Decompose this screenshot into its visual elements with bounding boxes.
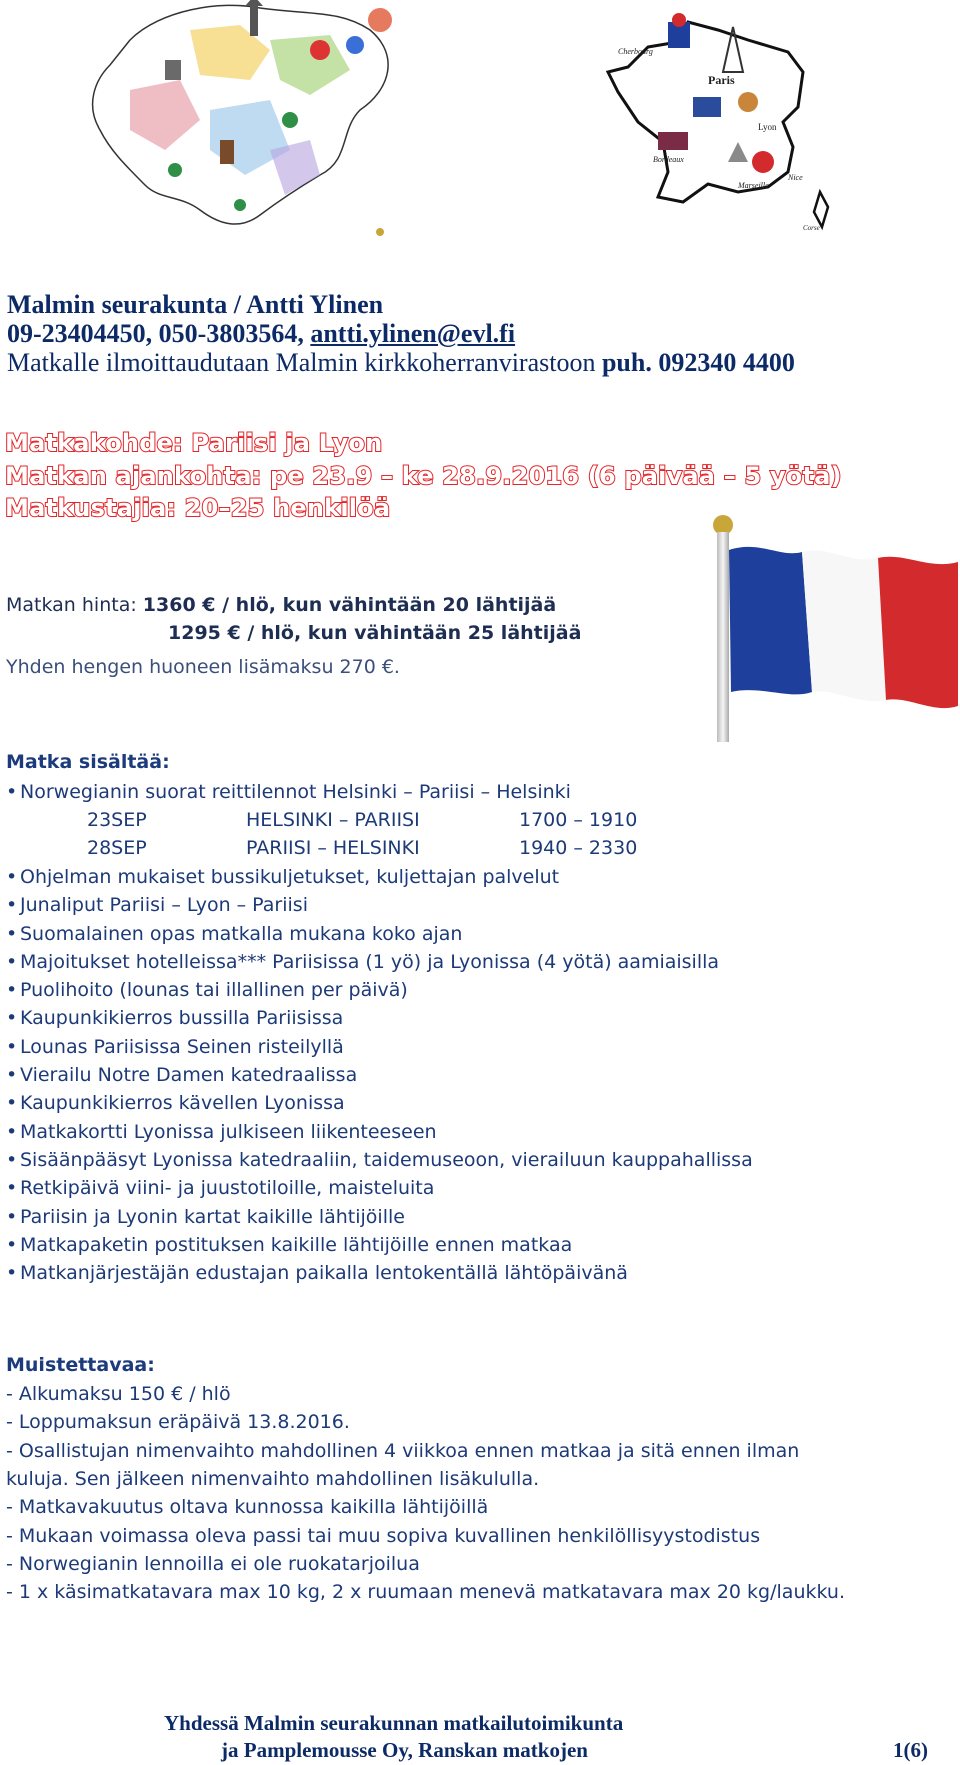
remember-item: - Norwegianin lennoilla ei ole ruokatarjoilua <box>6 1553 420 1575</box>
list-item: • Retkipäivä viini- ja juustotiloille, maisteluita <box>6 1174 956 1202</box>
list-item: • Sisäänpääsyt Lyonissa katedraaliin, taidemuseoon, vierailuun kauppahallissa <box>6 1146 956 1174</box>
registration-line <box>7 348 957 377</box>
map-label-corse: Corse <box>803 224 820 232</box>
price-line-1 <box>6 593 556 617</box>
flight-1-route: HELSINKI – PARIISI <box>246 809 420 831</box>
french-flag-image <box>700 510 960 742</box>
list-item: • Matkanjärjestäjän edustajan paikalla lentokentällä lähtöpäivänä <box>6 1259 956 1287</box>
contact-organization: Malmin seurakunta / Antti Ylinen <box>7 290 384 319</box>
includes-title: Matka sisältää: <box>6 751 170 773</box>
includes-list <box>6 778 956 806</box>
list-item: • Suomalainen opas matkalla mukana koko ajan <box>6 920 956 948</box>
list-item: • Junaliput Pariisi – Lyon – Pariisi <box>6 891 956 919</box>
price-label: Matkan hinta: <box>6 594 143 616</box>
map-label-cherbourg: Cherbourg <box>618 47 653 56</box>
remember-item: - Osallistujan nimenvaihto mahdollinen 4 viikkoa ennen matkaa ja sitä ennen ilman <box>6 1440 800 1462</box>
remember-item: - Mukaan voimassa oleva passi tai muu sopiva kuvallinen henkilöllisyystodistus <box>6 1525 761 1547</box>
flight-2-date: 28SEP <box>87 837 147 859</box>
remember-title: Muistettavaa: <box>6 1354 155 1376</box>
illustrated-map-france <box>598 12 838 234</box>
price-25: 1295 € / hlö, kun vähintään 25 lähtijää <box>168 622 582 644</box>
remember-item: - Matkavakuutus oltava kunnossa kaikilla lähtijöillä <box>6 1496 489 1518</box>
list-item: • Vierailu Notre Damen katedraalissa <box>6 1061 956 1089</box>
list-item: • Norwegianin suorat reittilennot Helsinki – Pariisi – Helsinki <box>6 778 956 806</box>
contact-phones-email <box>7 319 957 348</box>
remember-item: - Alkumaksu 150 € / hlö <box>6 1383 231 1405</box>
illustrated-map-finland <box>70 0 410 240</box>
map-label-bordeaux: Bordeaux <box>653 155 684 164</box>
list-item: • Matkakortti Lyonissa julkiseen liikenteeseen <box>6 1118 956 1146</box>
flight-1-time: 1700 – 1910 <box>519 809 638 831</box>
page-number: 1(6) <box>893 1738 928 1762</box>
remember-item: - Loppumaksun eräpäivä 13.8.2016. <box>6 1411 350 1433</box>
flight-2-route: PARIISI – HELSINKI <box>246 837 420 859</box>
single-room-supplement: Yhden hengen huoneen lisämaksu 270 €. <box>6 656 400 678</box>
footer-line-2: ja Pamplemousse Oy, Ranskan matkojen <box>221 1738 588 1762</box>
email-link[interactable]: antti.ylinen@evl.fi <box>310 319 516 348</box>
remember-item: kuluja. Sen jälkeen nimenvaihto mahdollinen lisäkululla. <box>6 1468 540 1490</box>
map-label-marseille: Marseille <box>738 181 769 190</box>
list-item: • Puolihoito (lounas tai illallinen per päivä) <box>6 976 956 1004</box>
map-label-paris: Paris <box>708 73 735 87</box>
contact-phones: 09-23404450, 050-3803564, <box>7 319 311 348</box>
map-label-nice: Nice <box>788 173 803 182</box>
price-20: 1360 € / hlö, kun vähintään 20 lähtijää <box>142 594 557 616</box>
trip-travellers-heading: Matkustajia: 20–25 henkilöä <box>5 494 391 522</box>
flight-2-time: 1940 – 2330 <box>519 837 638 859</box>
remember-item: - 1 x käsimatkatavara max 10 kg, 2 x ruumaan menevä matkatavara max 20 kg/laukku. <box>6 1581 845 1603</box>
registration-phone: puh. 092340 4400 <box>601 348 795 377</box>
list-item: • Ohjelman mukaiset bussikuljetukset, kuljettajan palvelut <box>6 863 956 891</box>
includes-items <box>6 863 956 1287</box>
list-item: • Kaupunkikierros kävellen Lyonissa <box>6 1089 956 1117</box>
trip-destination-heading: Matkakohde: Pariisi ja Lyon <box>5 429 383 457</box>
list-item: • Pariisin ja Lyonin kartat kaikille lähtijöille <box>6 1203 956 1231</box>
list-item: • Lounas Pariisissa Seinen risteilyllä <box>6 1033 956 1061</box>
trip-dates-heading: Matkan ajankohta: pe 23.9 – ke 28.9.2016 (6 päivää – 5 yötä) <box>5 462 842 490</box>
list-item: • Majoitukset hotelleissa*** Pariisissa (1 yö) ja Lyonissa (4 yötä) aamiaisilla <box>6 948 956 976</box>
registration-text: Matkalle ilmoittaudutaan Malmin kirkkoherranvirastoon <box>7 348 602 377</box>
map-label-lyon: Lyon <box>758 122 777 132</box>
list-item: • Kaupunkikierros bussilla Pariisissa <box>6 1004 956 1032</box>
footer-line-1: Yhdessä Malmin seurakunnan matkailutoimikunta <box>164 1711 624 1735</box>
list-item: • Matkapaketin postituksen kaikille lähtijöille ennen matkaa <box>6 1231 956 1259</box>
flight-1-date: 23SEP <box>87 809 147 831</box>
